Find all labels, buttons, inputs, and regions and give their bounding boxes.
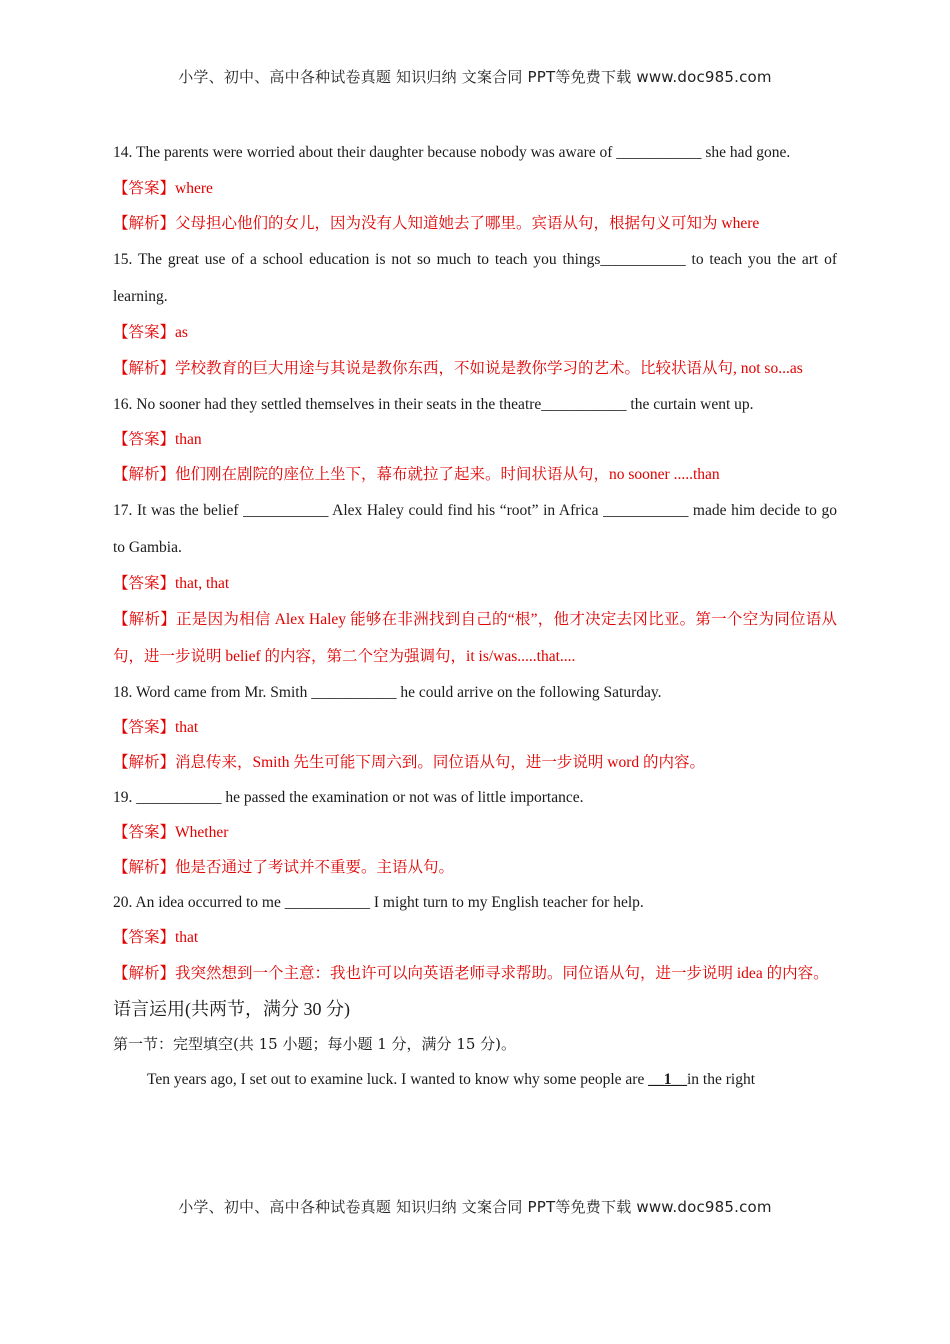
explanation-15: 【解析】学校教育的巨大用途与其说是教你东西，不如说是教你学习的艺术。比较状语从句, not so...as: [113, 360, 803, 377]
question-19: 19. ___________ he passed the examination or not was of little importance.: [113, 789, 584, 806]
explanation-20: 【解析】我突然想到一个主意：我也许可以向英语老师寻求帮助。同位语从句，进一步说明 idea 的内容。: [113, 965, 829, 982]
question-16: 16. No sooner had they settled themselves in their seats in the theatre___________ the curtain went up.: [113, 396, 754, 413]
cloze-passage: [113, 1062, 837, 1098]
answer-17: 【答案】that, that: [113, 575, 230, 592]
explanation-16: 【解析】他们刚在剧院的座位上坐下，幕布就拉了起来。时间状语从句，no sooner .....than: [113, 466, 720, 483]
explanation-17: 【解析】正是因为相信 Alex Haley 能够在非洲找到自己的“根”，他才决定去冈比亚。第一个空为同位语从句，进一步说明 belief 的内容，第二个空为强调句，it is/was.....that....: [113, 611, 837, 665]
answer-19: 【答案】Whether: [113, 824, 229, 841]
cloze-blank-1: __1__: [648, 1071, 687, 1088]
section-title: 语言运用(共两节，满分 30 分): [113, 999, 350, 1019]
answer-20: 【答案】that: [113, 929, 199, 946]
question-18: 18. Word came from Mr. Smith ___________ he could arrive on the following Saturday.: [113, 684, 662, 701]
answer-16: 【答案】than: [113, 431, 202, 448]
question-15: 15. The great use of a school education is not so much to teach you things___________ to teach you the art of learning.: [113, 251, 837, 305]
explanation-18: 【解析】消息传来，Smith 先生可能下周六到。同位语从句，进一步说明 word 的内容。: [113, 754, 706, 771]
passage-text-after: in the right: [686, 1071, 756, 1088]
document-body: [113, 134, 837, 1098]
answer-15: 【答案】as: [113, 324, 188, 341]
explanation-19: 【解析】他是否通过了考试并不重要。主语从句。: [113, 859, 455, 876]
explanation-14: 【解析】父母担心他们的女儿，因为没有人知道她去了哪里。宾语从句，根据句义可知为 where: [113, 215, 760, 232]
answer-18: 【答案】that: [113, 719, 199, 736]
question-14: 14. The parents were worried about their daughter because nobody was aware of ___________ she had gone.: [113, 144, 791, 161]
page-footer: 小学、初中、高中各种试卷真题 知识归纳 文案合同 PPT等免费下载 www.doc985.com: [178, 1198, 772, 1216]
page-header: 小学、初中、高中各种试卷真题 知识归纳 文案合同 PPT等免费下载 www.doc985.com: [178, 68, 772, 86]
passage-text-before: Ten years ago, I set out to examine luck. I wanted to know why some people are: [147, 1071, 649, 1088]
question-17: 17. It was the belief ___________ Alex Haley could find his “root” in Africa ___________ made him decide to go to Gambia.: [113, 502, 837, 556]
question-20: 20. An idea occurred to me ___________ I might turn to my English teacher for help.: [113, 894, 644, 911]
subsection-title: 第一节：完型填空(共 15 小题；每小题 1 分，满分 15 分)。: [113, 1035, 517, 1053]
answer-14: 【答案】where: [113, 180, 213, 197]
